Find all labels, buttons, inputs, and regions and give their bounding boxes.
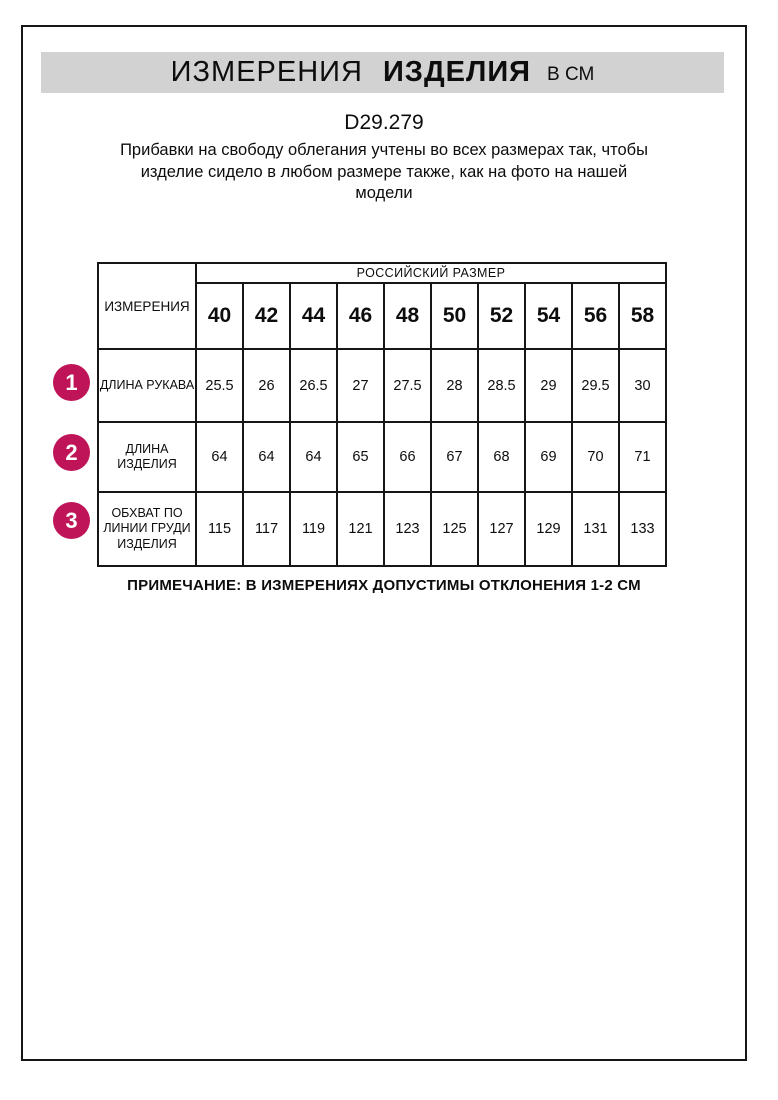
value-cell: 131 [572, 492, 619, 566]
value-cell: 119 [290, 492, 337, 566]
value-cell: 123 [384, 492, 431, 566]
value-cell: 25.5 [196, 349, 243, 422]
size-header-cell: 42 [243, 283, 290, 349]
value-cell: 29 [525, 349, 572, 422]
size-header-cell: 58 [619, 283, 666, 349]
value-cell: 70 [572, 422, 619, 492]
row-marker-badge-3: 3 [53, 502, 90, 539]
page-title-units: В СМ [547, 63, 595, 85]
value-cell: 28 [431, 349, 478, 422]
description-line: модели [355, 184, 413, 202]
size-header-cell: 48 [384, 283, 431, 349]
size-header-cell: 44 [290, 283, 337, 349]
table-row-chest-girth [98, 492, 666, 566]
size-header-cell: 50 [431, 283, 478, 349]
value-cell: 28.5 [478, 349, 525, 422]
value-cell: 125 [431, 492, 478, 566]
value-cell: 27 [337, 349, 384, 422]
value-cell: 67 [431, 422, 478, 492]
description-line: изделие сидело в любом размере также, как на фото на нашей [140, 162, 628, 181]
size-table [97, 262, 667, 567]
group-header-cell: РОССИЙСКИЙ РАЗМЕР [196, 263, 666, 283]
value-cell: 30 [619, 349, 666, 422]
size-header-cell: 40 [196, 283, 243, 349]
value-cell: 64 [243, 422, 290, 492]
size-header-cell: 54 [525, 283, 572, 349]
value-cell: 68 [478, 422, 525, 492]
value-cell: 69 [525, 422, 572, 492]
page-border-frame [21, 25, 747, 1061]
product-code: D29.279 [344, 111, 424, 134]
value-cell: 27.5 [384, 349, 431, 422]
row-label-cell: ОБХВАТ ПО ЛИНИИ ГРУДИ ИЗДЕЛИЯ [98, 492, 196, 566]
value-cell: 129 [525, 492, 572, 566]
value-cell: 71 [619, 422, 666, 492]
table-row-sleeve-length [98, 349, 666, 422]
value-cell: 64 [196, 422, 243, 492]
corner-header-cell: ИЗМЕРЕНИЯ [98, 263, 196, 349]
description-paragraph [84, 140, 684, 205]
row-marker-badge-2: 2 [53, 434, 90, 471]
size-header-cell: 52 [478, 283, 525, 349]
size-header-cell: 46 [337, 283, 384, 349]
size-header-cell: 56 [572, 283, 619, 349]
description-line: Прибавки на свободу облегания учтены во всех размерах так, чтобы [120, 141, 648, 159]
value-cell: 26 [243, 349, 290, 422]
title-bar [41, 52, 724, 93]
value-cell: 65 [337, 422, 384, 492]
row-label-cell: ДЛИНА РУКАВА [98, 349, 196, 422]
value-cell: 29.5 [572, 349, 619, 422]
value-cell: 26.5 [290, 349, 337, 422]
value-cell: 115 [196, 492, 243, 566]
value-cell: 133 [619, 492, 666, 566]
page-title-measurements: ИЗМЕРЕНИЯ [170, 56, 363, 88]
row-marker-badge-1: 1 [53, 364, 90, 401]
row-label-cell: ДЛИНА ИЗДЕЛИЯ [98, 422, 196, 492]
tolerance-note: ПРИМЕЧАНИЕ: В ИЗМЕРЕНИЯХ ДОПУСТИМЫ ОТКЛОНЕНИЯ 1-2 СМ [127, 577, 641, 594]
page-title-product: ИЗДЕЛИЯ [382, 56, 532, 88]
table-row-garment-length [98, 422, 666, 492]
value-cell: 66 [384, 422, 431, 492]
value-cell: 121 [337, 492, 384, 566]
value-cell: 117 [243, 492, 290, 566]
value-cell: 127 [478, 492, 525, 566]
value-cell: 64 [290, 422, 337, 492]
table-group-header-row [98, 263, 666, 283]
